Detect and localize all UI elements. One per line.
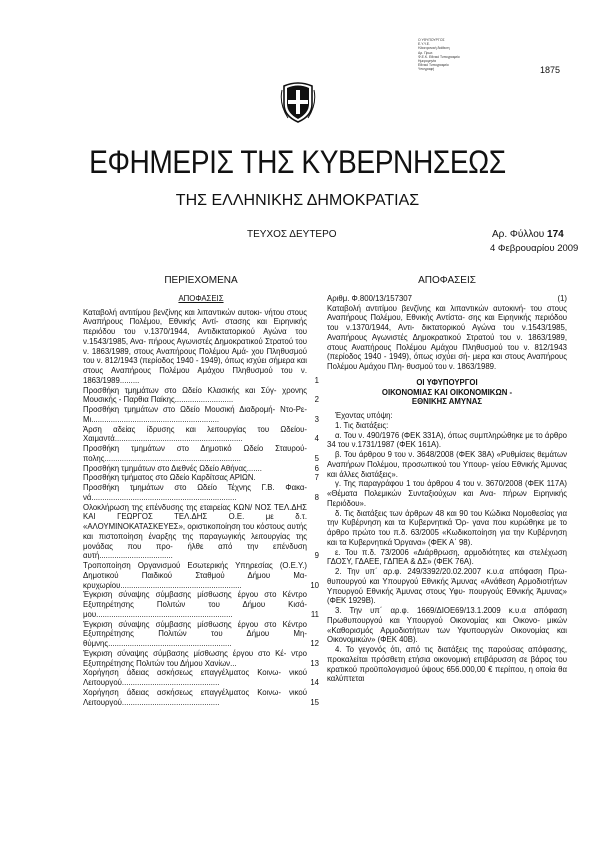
decision-index: (1): [557, 293, 567, 303]
decisions-column: [327, 276, 567, 684]
toc-item[interactable]: Προσθήκη τμημάτων στο Δημοτικό Ωδείο Σταυρού- πολης............................................................... 5: [83, 444, 319, 463]
toc-item[interactable]: Καταβολή αντιτίμου βενζίνης και λιπαντικών αυτοκι- νήτου στους Αναπήρους Πολέμου, Εθνικής Αντί- στασης και Ειρηνικής περιόδου του ν.1370/1944, Αντιδικτατορικού Αγώνα του ν.1543/1985, Ανα- πήρους Αγωνιστές Δημοκρατικού Στρατού του ν. 1863/1989, στους Αναπήρους Πολέμου Αμά- χου Πληθυσμού του ν. 812/1943 (περίοδος 1940 - 1949), όπως ισχύει σήμερα και στους Αναπήρους Πολέμου Αμάχου Πληθυσμού του ν. 1863/1989......... 1: [83, 307, 319, 385]
sheet-number: [492, 229, 564, 240]
decisions-heading: ΑΠΟΦΑΣΕΙΣ: [418, 275, 476, 286]
toc-item[interactable]: Τροποποίηση Οργανισμού Εσωτερικής Υπηρεσίας (Ο.Ε.Υ.) Δημοτικού Παιδικού Σταθμού Δήμου Μα- κρυχωρίου........................................................ 10: [83, 561, 319, 590]
toc-item[interactable]: Προσθήκη τμημάτων στο Ωδείο Τέχνης Γ.Β. Φακα- νά................................................................... 8: [83, 483, 319, 502]
toc-item[interactable]: Έγκριση σύναψης σύμβασης μίσθωσης έργου στο Κέντρο Εξυπηρέτησης Πολιτών του Δήμου Μη- θύμνης......................................................... 12: [83, 619, 319, 648]
sheet-value: 174: [547, 229, 564, 240]
toc-item[interactable]: Έγκριση σύναψης σύμβασης μίσθωσης έργου στο Κέντρο Εξυπηρέτησης Πολιτών του Δήμου Κισά- μου............................................................... 11: [83, 590, 319, 619]
toc-item[interactable]: Προσθήκη τμήματος στο Ωδείο Καρδίτσας ΑΡΙΩΝ. 7: [83, 473, 319, 483]
gazette-title: ΕΦΗΜΕΡΙΣ ΤΗΣ ΚΥΒΕΡΝΗΣΕΩΣ: [89, 144, 506, 180]
contents-list: [83, 308, 319, 708]
toc-item[interactable]: Προσθήκη τμημάτων στο Ωδείο Κλασικής και Σύγ- χρονης Μουσικής - Παρθια Παίκης........................... 2: [83, 385, 319, 405]
issue-date: 4 Φεβρουαρίου 2009: [490, 243, 579, 254]
decision-paragraph: 3. Την υπ΄ αρ.φ. 1669/ΔΙΟΕ69/13.1.2009 κ.υ.α απόφαση Πρωθυπουργού και Υπουργού Οικονομίας και Οικονο- μικών «Καθορισμός Αρμοδιοτήτων των Υφυπουργών Οικονομίας και Οικονομικών» (ΦΕΚ 40Β).: [327, 606, 567, 645]
decision-paragraph: γ. Της παραγράφου 1 του άρθρου 4 του ν. 3670/2008 (ΦΕΚ 117Α) «Θέματα Πολεμικών Συνταξιούχων και Ανα- πήρων Ειρηνικής Περιόδου».: [327, 479, 567, 508]
decision-paragraph: α. Του ν. 490/1976 (ΦΕΚ 331Α), όπως συμπληρώθηκε με το άρθρο 34 του ν.1731/1987 (ΦΕΚ 161Α).: [327, 430, 567, 450]
coat-of-arms-icon: [280, 80, 316, 124]
decision-ref-number: Αριθμ. Φ.800/13/157307: [327, 293, 412, 303]
digital-signature-stamp: Ο ΥΦΥΠΟΥΡΓΟΣ Ε.Υ.Υ.Ε. Ηλεκτρονική διάθεση Αρ. Πρωτ. Φ.Ε.Κ. Εθνικό Τυπογραφείο Ημερομηνία Εθνικό Τυπογραφείο Υπογραφή: [418, 38, 460, 72]
contents-subheading: ΑΠΟΦΑΣΕΙΣ: [178, 293, 224, 303]
contents-column: [83, 276, 319, 707]
ministers-line-1: ΟΙ ΥΦΥΠΟΥΡΓΟΙ: [416, 377, 478, 387]
decision-reference: [327, 294, 567, 304]
decision-paragraph: δ. Τις διατάξεις των άρθρων 48 και 90 του Κώδικα Νομοθεσίας για την Κυβέρνηση και τα Κυβερνητικά Όρ- γανα που κυρώθηκε με το άρθρο πρώτο του π.δ. 63/2005 «Κωδικοποίηση για την Κυβέρνηση και τα Κυβερνητικά Όργανα» (ΦΕΚ Α΄ 98).: [327, 508, 567, 547]
toc-item[interactable]: Άρση αδείας ίδρυσης και λειτουργίας του Ωδείου- Χαιμαντά........................................................... 4: [83, 424, 319, 444]
toc-item[interactable]: Ολοκλήρωση της επένδυσης της εταιρείας ΚΩΝ/ ΝΟΣ ΤΕΛ.ΔΗΣ ΚΑΙ ΓΕΩΡΓΟΣ ΤΕΛ.ΔΗΣ Ο.Ε. με δ.τ. «ΑΛΟΥΜΙΝΟΚΑΤΑΣΚΕΥΕΣ», οριστικοποίηση του κόστους αυτής και πιστοποίηση έναρξης της παραγωγικής λειτουργίας της μονάδας που προ- ήλθε από την επένδυση αυτή.................................. 9: [83, 502, 319, 561]
sheet-label: Αρ. Φύλλου: [492, 229, 545, 240]
page-number: 1875: [540, 65, 561, 75]
toc-item[interactable]: Χορήγηση άδειας ασκήσεως επαγγέλματος Κοινω- νικού Λειτουργού............................................. 15: [83, 687, 319, 707]
toc-item[interactable]: Έγκριση σύναψης σύμβασης μίσθωσης έργου στο Κέ- ντρο Εξυπηρέτησης Πολιτών του Δήμου Χανίων... 13: [83, 648, 319, 668]
toc-item[interactable]: Χορήγηση άδειας ασκήσεως επαγγέλματος Κοινω- νικού Λειτουργού............................................. 14: [83, 668, 319, 687]
toc-item[interactable]: Προσθήκη τμημάτων στο Ωδείο Μουσική Διαδρομή- Ντο-Ρε-Μι........................................................... 3: [83, 405, 319, 424]
gazette-subtitle: ΤΗΣ ΕΛΛΗΝΙΚΗΣ ΔΗΜΟΚΡΑΤΙΑΣ: [175, 192, 420, 209]
decision-paragraph: 1. Τις διατάξεις:: [335, 420, 389, 430]
ministers-line-2: ΟΙΚΟΝΟΜΙΑΣ ΚΑΙ ΟΙΚΟΝΟΜΙΚΩΝ -: [381, 387, 513, 397]
issue-label: ΤΕΥΧΟΣ ΔΕΥΤΕΡΟ: [247, 229, 337, 240]
ministers-line-3: ΕΘΝΙΚΗΣ ΑΜΥΝΑΣ: [411, 397, 483, 407]
decision-paragraph: β. Του άρθρου 9 του ν. 3648/2008 (ΦΕΚ 38Α) «Ρυθμίσεις θεμάτων Αναπήρων Πολέμου, προσωπικού του Υπουρ- γείου Εθνικής Άμυνας και άλλες διατάξεις».: [327, 450, 567, 479]
decision-paragraph: Έχοντας υπόψη:: [335, 411, 393, 420]
decision-title: Καταβολή αντιτίμου βενζίνης και λιπαντικών αυτοκινή- του στους Αναπήρους Πολέμου, Εθνικής Αντίστα- σης και Ειρηνικής περιόδου του ν.1370/1944, Αντι- δικτατορικού Αγώνα του ν.1543/1985, Αναπήρους Αγωνιστές Δημοκρατικού Στρατού του ν. 1863/1989, στους Αναπήρους Πολέμου Αμάχου Πληθυσμού του ν. 812/1943 (περίοδος 1940 - 1949), όπως ισχύει σή- μερα και στους Αναπήρους Πολέμου Αμάχου Πλη- θυσμού του ν. 1863/1989.: [327, 303, 567, 371]
decision-paragraph: ε. Του π.δ. 73/2006 «Διάρθρωση, αρμοδιότητες και στελέχωση ΓΔΟΣΥ, ΓΔΑΕΕ, ΓΔΠΕΑ & ΔΣ» (ΦΕΚ 76Α).: [327, 547, 567, 567]
decision-paragraph: 2. Την υπ΄ αρ.φ. 249/3392/20.02.2007 κ.υ.α απόφαση Πρω- θυπουργού και Υπουργού Εθνικής Άμυνας «Ανάθεση Αρμοδιοτήτων Υπουργού Εθνικής Άμυνας στους Υφυ- πουργούς Εθνικής Άμυνας» (ΦΕΚ 1929Β).: [327, 567, 567, 606]
toc-item[interactable]: Προσθήκη τμημάτων στο Διεθνές Ωδείο Αθήνας....... 6: [83, 463, 319, 473]
decision-paragraph: 4. Το γεγονός ότι, από τις διατάξεις της παρούσας απόφασης, προκαλείται πρόσθετη ετήσια οικονομική επιβάρυσση σε βάρος του κρατικού προϋπολογισμού ύψους 656.000,00 € περίπου, η οποία θα καλύπτεται: [327, 645, 567, 684]
contents-heading: ΠΕΡΙΕΧΟΜΕΝΑ: [164, 275, 238, 286]
